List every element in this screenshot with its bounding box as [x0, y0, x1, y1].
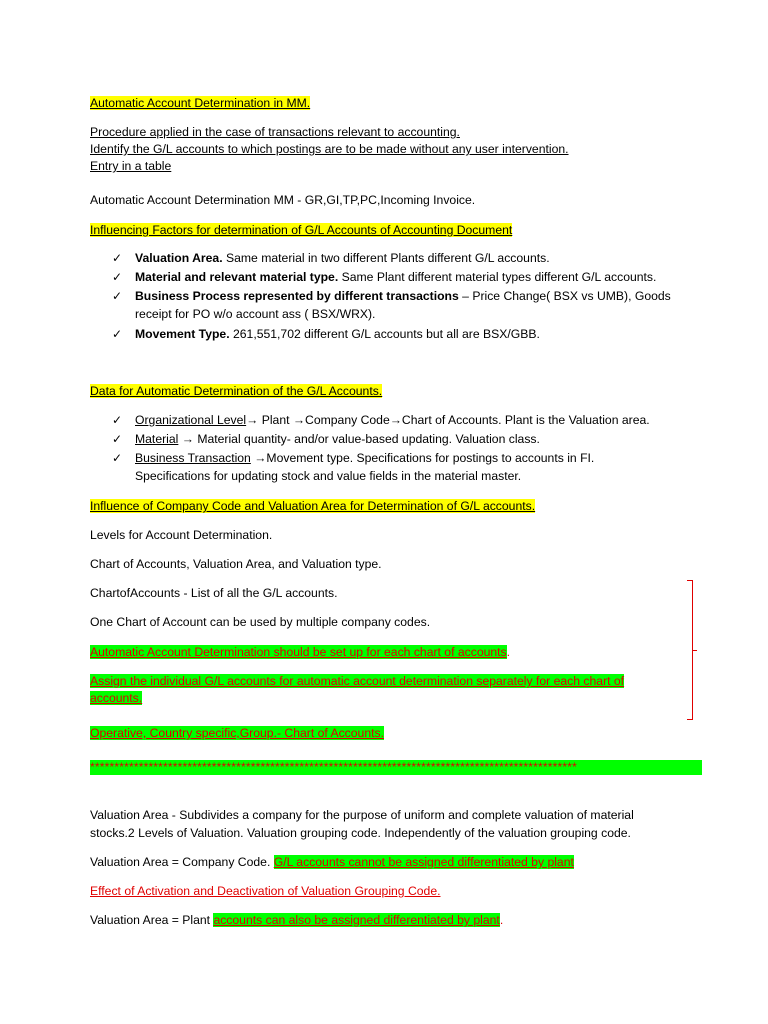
green-note-3: Operative, Country specific,Group.- Chart of Accounts.: [90, 726, 384, 740]
valuation-area-company-code: Valuation Area = Company Code. G/L accounts cannot be assigned differentiated by plant: [90, 855, 574, 869]
effect-heading: Effect of Activation and Deactivation of Valuation Grouping Code.: [90, 884, 441, 898]
intro-line-2: Identify the G/L accounts to which postings are to be made without any user intervention.: [90, 142, 569, 156]
valuation-area-line-1: Valuation Area - Subdivides a company for the purpose of uniform and complete valuation of material: [90, 808, 634, 822]
valuation-area-plant: Valuation Area = Plant accounts can also be assigned differentiated by plant.: [90, 913, 504, 927]
data-item: Organizational Level→ Plant →Company Code→Chart of Accounts. Plant is the Valuation area.: [135, 413, 650, 427]
check-icon: ✓: [112, 451, 123, 465]
chart-line: Chart of Accounts, Valuation Area, and Valuation type.: [90, 557, 382, 571]
separator-stars: ****************************************************************************************************: [90, 760, 702, 775]
check-icon: ✓: [112, 289, 123, 303]
check-icon: ✓: [112, 432, 123, 446]
chartofaccounts-line: ChartofAccounts - List of all the G/L accounts.: [90, 586, 338, 600]
bracket-tick: [692, 650, 697, 651]
influencing-item: Valuation Area. Same material in two different Plants different G/L accounts.: [135, 251, 550, 265]
check-icon: ✓: [112, 327, 123, 341]
automatic-mm-line: Automatic Account Determination MM - GR,GI,TP,PC,Incoming Invoice.: [90, 193, 476, 207]
green-note-1: Automatic Account Determination should be set up for each chart of accounts.: [90, 645, 511, 659]
doc-title: Automatic Account Determination in MM.: [90, 96, 311, 110]
green-note-2-continuation: accounts.: [90, 691, 143, 705]
check-icon: ✓: [112, 251, 123, 265]
influencing-item: Material and relevant material type. Same Plant different material types different G/L accounts.: [135, 270, 657, 284]
check-icon: ✓: [112, 413, 123, 427]
data-item: Business Transaction →Movement type. Specifications for postings to accounts in FI.: [135, 451, 595, 465]
intro-line-3: Entry in a table: [90, 159, 172, 173]
influencing-item-continuation: receipt for PO w/o account ass ( BSX/WRX).: [135, 307, 376, 321]
intro-line-1: Procedure applied in the case of transactions relevant to accounting.: [90, 125, 460, 139]
one-chart-line: One Chart of Account can be used by multiple company codes.: [90, 615, 431, 629]
influencing-heading: Influencing Factors for determination of G/L Accounts of Accounting Document: [90, 223, 513, 237]
influencing-item: Business Process represented by different transactions – Price Change( BSX vs UMB), Goods: [135, 289, 671, 303]
data-item-continuation: Specifications for updating stock and value fields in the material master.: [135, 469, 522, 483]
check-icon: ✓: [112, 270, 123, 284]
influencing-item: Movement Type. 261,551,702 different G/L accounts but all are BSX/GBB.: [135, 327, 540, 341]
levels-line: Levels for Account Determination.: [90, 528, 273, 542]
influence-heading: Influence of Company Code and Valuation Area for Determination of G/L accounts.: [90, 499, 536, 513]
data-item: Material → Material quantity- and/or value-based updating. Valuation class.: [135, 432, 540, 446]
data-heading: Data for Automatic Determination of the G/L Accounts.: [90, 384, 383, 398]
valuation-area-line-2: stocks.2 Levels of Valuation. Valuation grouping code. Independently of the valuation grouping code.: [90, 826, 631, 840]
green-note-2: Assign the individual G/L accounts for automatic account determination separately for each chart of: [90, 674, 625, 688]
